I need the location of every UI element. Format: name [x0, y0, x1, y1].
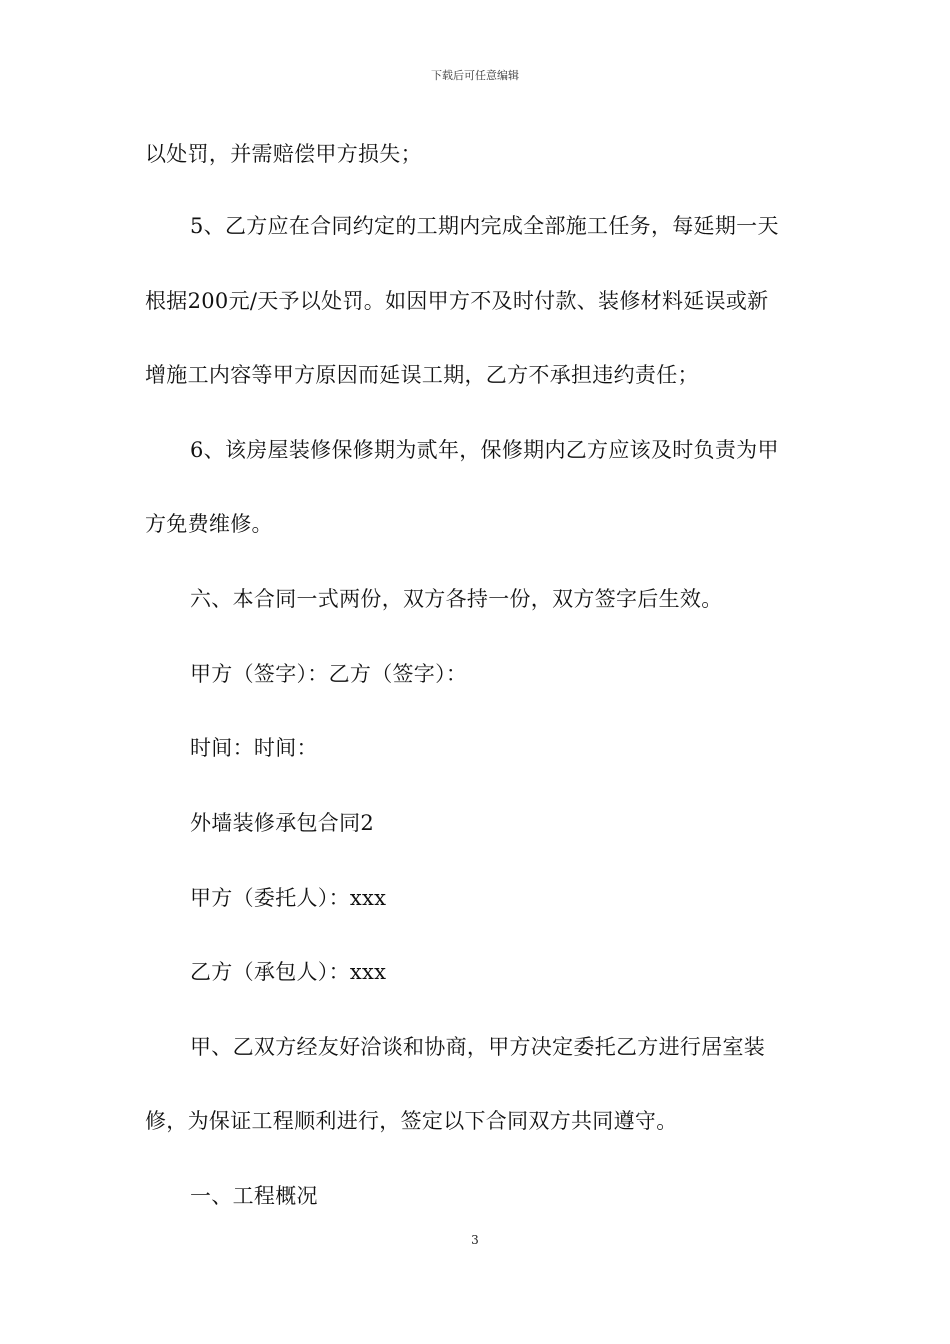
clause-5-line: 5、乙方应在合同约定的工期内完成全部施工任务，每延期一天	[190, 214, 779, 238]
section-heading: 一、工程概况	[190, 1184, 318, 1208]
section-six-line: 六、本合同一式两份，双方各持一份，双方签字后生效。	[190, 587, 723, 611]
page-header: 下载后可任意编辑	[431, 69, 519, 82]
date-line: 时间：时间：	[190, 736, 318, 760]
paragraph-line: 增施工内容等甲方原因而延误工期，乙方不承担违约责任；	[145, 363, 699, 387]
paragraph-line: 以处罚，并需赔偿甲方损失；	[145, 142, 422, 166]
clause-6-line: 6、该房屋装修保修期为贰年，保修期内乙方应该及时负责为甲	[190, 438, 779, 462]
contract-title: 外墙装修承包合同2	[190, 811, 375, 835]
party-a-line: 甲方（委托人）：xxx	[190, 886, 387, 910]
paragraph-line: 修，为保证工程顺利进行，签定以下合同双方共同遵守。	[145, 1109, 678, 1133]
page-number: 3	[471, 1233, 479, 1247]
party-b-line: 乙方（承包人）：xxx	[190, 960, 387, 984]
paragraph-line: 根据200元/天予以处罚。如因甲方不及时付款、装修材料延误或新	[145, 289, 769, 313]
signature-line: 甲方（签字）：乙方（签字）：	[190, 662, 468, 686]
paragraph-line: 方免费维修。	[145, 512, 273, 536]
intro-paragraph-line: 甲、乙双方经友好洽谈和协商，甲方决定委托乙方进行居室装	[190, 1035, 766, 1059]
